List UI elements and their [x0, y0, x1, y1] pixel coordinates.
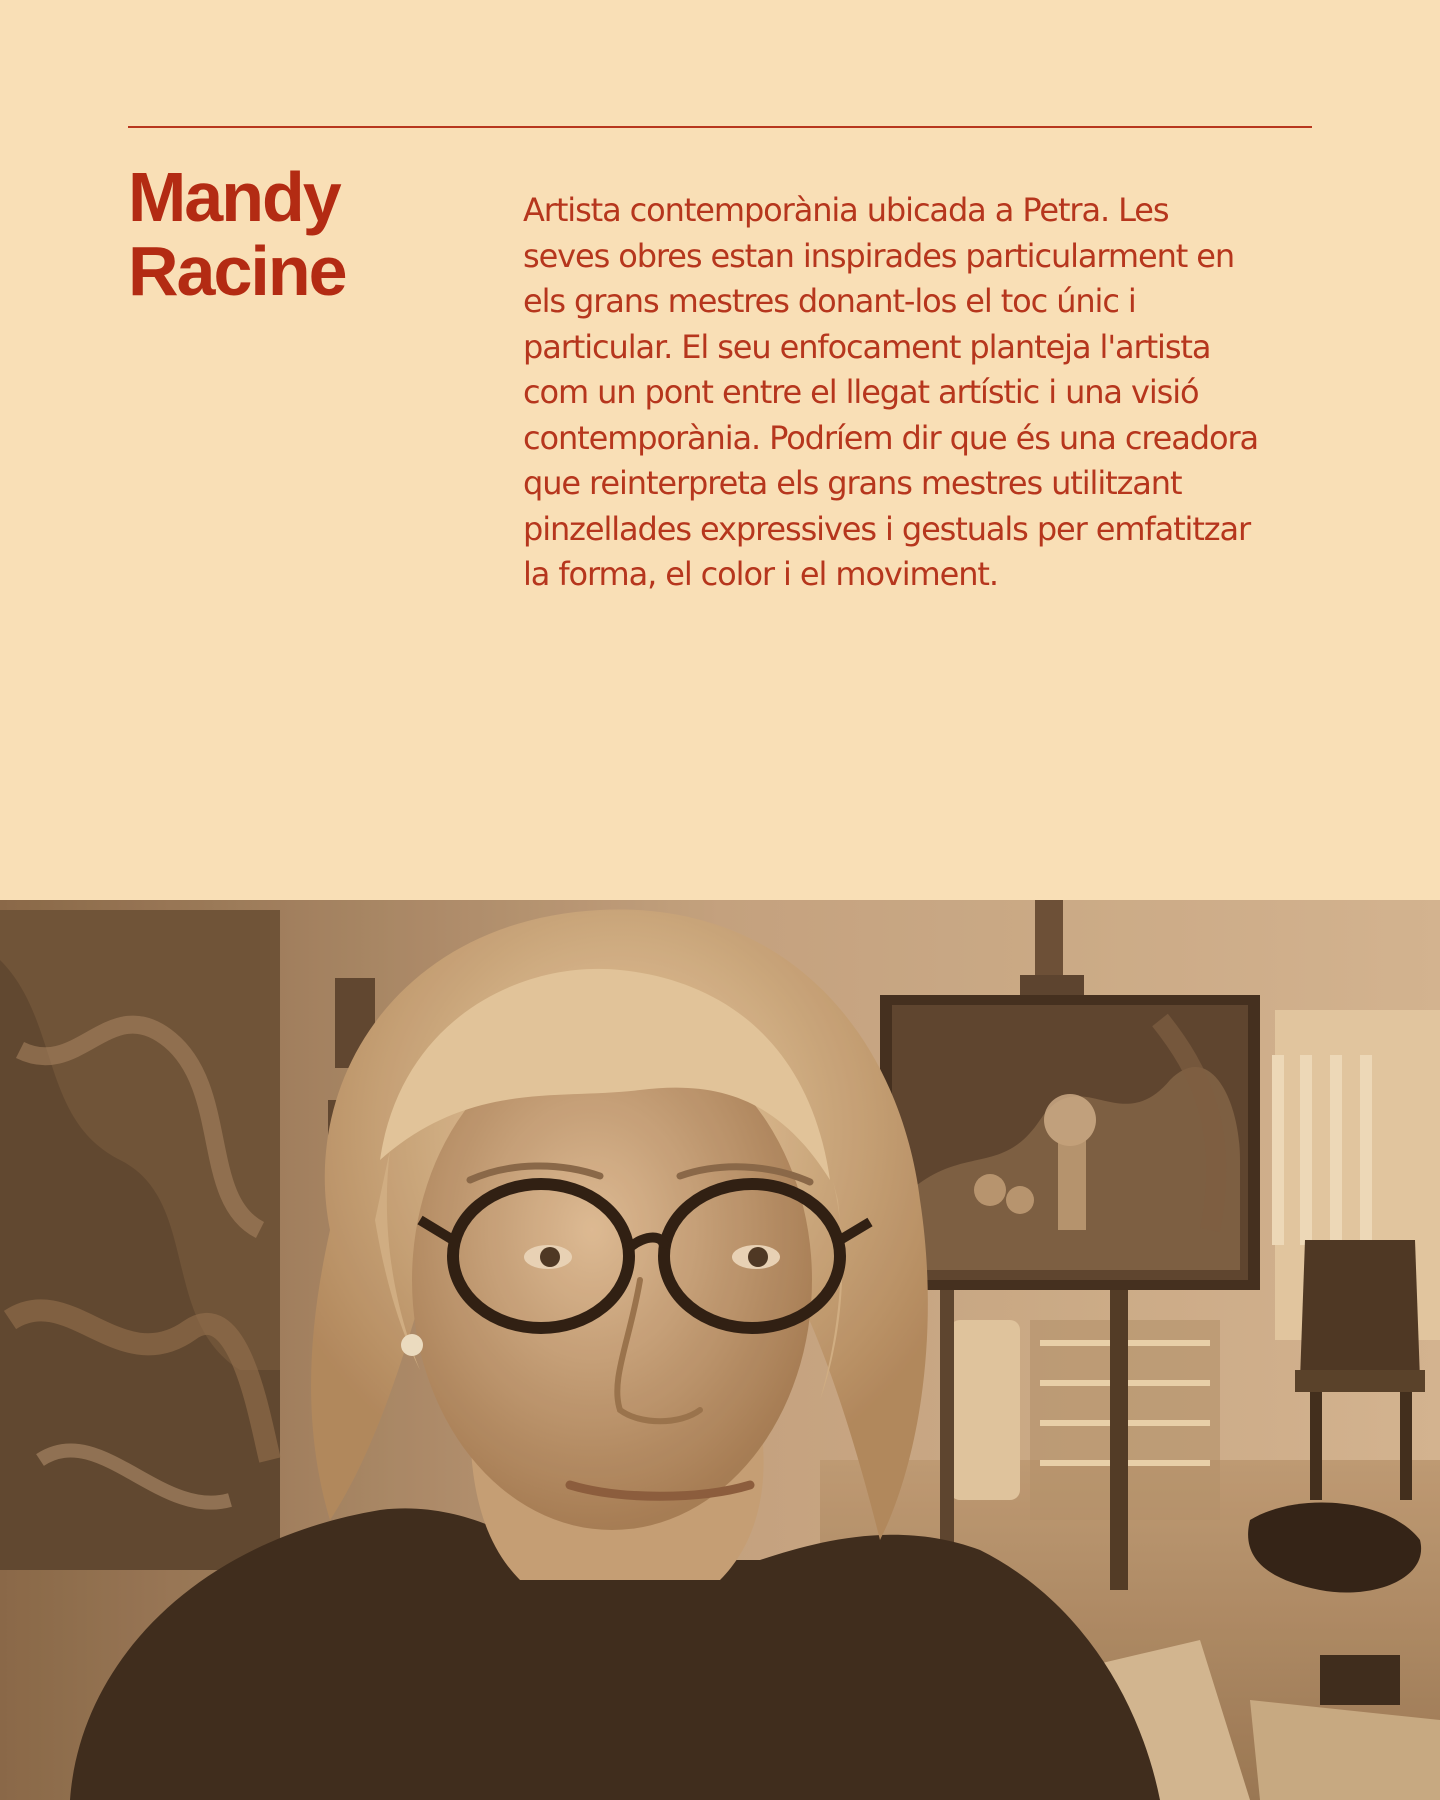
- top-divider: [128, 126, 1312, 128]
- artist-first-name: Mandy: [128, 158, 340, 236]
- artist-portrait-photo: [0, 900, 1440, 1800]
- artist-last-name: Racine: [128, 232, 346, 310]
- artist-bio: Artista contemporània ubicada a Petra. Les seves obres estan inspirades particularment en els grans mestres donant-los el toc únic i particular. El seu enfocament planteja l'artista com un pont entre el llegat artístic i una visió contemporània. Podríem dir que és una creadora que reinterpreta els grans mestres utilitzant pinzellades expressives i gestuals per emfatitzar la forma, el color i el moviment.: [523, 191, 1259, 593]
- artist-name: [128, 160, 448, 308]
